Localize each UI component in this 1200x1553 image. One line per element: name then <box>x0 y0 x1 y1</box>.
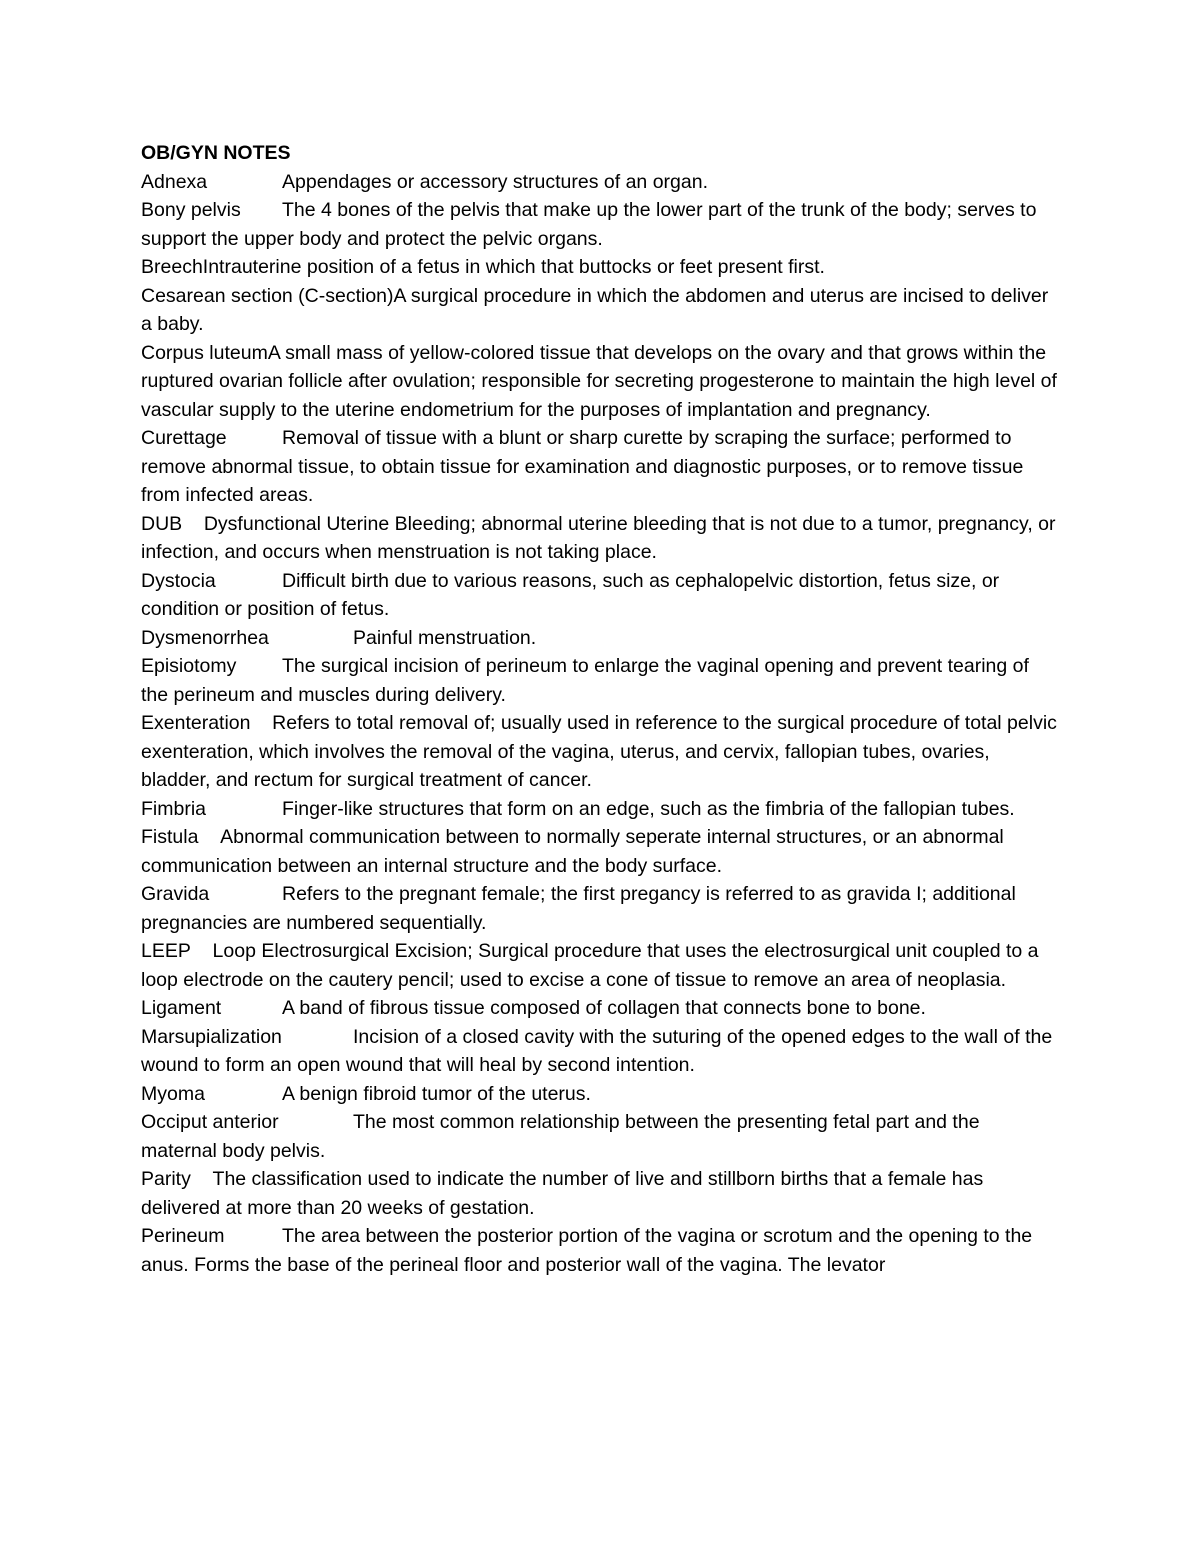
glossary-term: DUB <box>141 512 183 535</box>
glossary-term: Breech <box>141 256 203 278</box>
term-column <box>141 994 282 1023</box>
term-column <box>141 795 282 824</box>
glossary-definition: The area between the posterior portion of the vagina or scrotum and the opening to the anus. Forms the base of the perineal floor and posterior wall of the vagina. The levator <box>141 1225 1033 1276</box>
glossary-definition: Refers to the pregnant female; the first pregancy is referred to as gravida I; additional pregnancies are numbered sequentially. <box>141 883 1016 934</box>
glossary-definition: Loop Electrosurgical Excision; Surgical procedure that uses the electrosurgical unit coupled to a loop electrode on the cautery pencil; used to excise a cone of tissue to remove an area of neoplasia. <box>141 940 1039 991</box>
glossary-term: Parity <box>141 1168 191 1190</box>
glossary-term: Curettage <box>141 427 227 449</box>
glossary-term: Dystocia <box>141 569 216 592</box>
glossary-term: Fimbria <box>141 797 207 820</box>
term-separator <box>251 712 273 734</box>
glossary-definition: Appendages or accessory structures of an organ. <box>282 170 708 193</box>
glossary-entry <box>141 880 1059 937</box>
glossary-term: Cesarean section (C-section) <box>141 284 394 307</box>
glossary-entry <box>141 823 1059 880</box>
term-column <box>141 624 353 653</box>
glossary-term: Perineum <box>141 1225 225 1247</box>
glossary-definition: Painful menstruation. <box>353 626 537 649</box>
glossary-definition: Difficult birth due to various reasons, such as cephalopelvic distortion, fetus size, or condition or position of fetus. <box>141 569 1000 620</box>
glossary-entry <box>141 1023 1059 1080</box>
term-column <box>141 652 282 681</box>
glossary-term: Episiotomy <box>141 655 237 677</box>
term-separator <box>182 513 204 535</box>
term-column <box>141 567 282 596</box>
glossary-definition: Intrauterine position of a fetus in which that buttocks or feet present first. <box>202 256 825 278</box>
term-column <box>141 1023 353 1052</box>
glossary-definition: A surgical procedure in which the abdomen and uterus are incised to deliver a baby. <box>141 284 1049 335</box>
glossary-term: Marsupialization <box>141 1025 282 1048</box>
glossary-term: Exenteration <box>141 712 251 734</box>
glossary-entry <box>141 1222 1059 1279</box>
term-column <box>141 1222 282 1251</box>
glossary-definition: Refers to total removal of; usually used in reference to the surgical procedure of total pelvic exenteration, which involves the removal of the vagina, uterus, and cervix, fallopian tubes, ovaries, bladder, and rectum for surgical treatment of cancer. <box>141 712 1057 791</box>
glossary-entry <box>141 1080 1059 1109</box>
term-column <box>141 1108 353 1137</box>
glossary-entry <box>141 253 1059 282</box>
glossary-list <box>141 168 1059 1280</box>
glossary-entry <box>141 624 1059 653</box>
glossary-definition: A band of fibrous tissue composed of collagen that connects bone to bone. <box>282 997 926 1019</box>
glossary-definition: The 4 bones of the pelvis that make up the lower part of the trunk of the body; serves to support the upper body and protect the pelvic organs. <box>141 199 1037 250</box>
term-column <box>141 196 282 225</box>
glossary-definition: A benign fibroid tumor of the uterus. <box>282 1082 591 1105</box>
glossary-entry <box>141 510 1059 567</box>
glossary-definition: The surgical incision of perineum to enlarge the vaginal opening and prevent tearing of the perineum and muscles during delivery. <box>141 655 1029 706</box>
term-column <box>141 168 282 197</box>
glossary-entry <box>141 795 1059 824</box>
glossary-term: Corpus luteum <box>141 341 268 364</box>
glossary-term: Fistula <box>141 826 199 848</box>
glossary-entry <box>141 1108 1059 1165</box>
glossary-definition: Dysfunctional Uterine Bleeding; abnormal uterine bleeding that is not due to a tumor, pregnancy, or infection, and occurs when menstruation is not taking place. <box>141 512 1056 563</box>
glossary-term: LEEP <box>141 940 191 962</box>
glossary-definition: The classification used to indicate the number of live and stillborn births that a female has delivered at more than 20 weeks of gestation. <box>141 1168 984 1219</box>
glossary-term: Dysmenorrhea <box>141 626 269 649</box>
term-column <box>141 880 282 909</box>
glossary-term: Occiput anterior <box>141 1111 279 1133</box>
glossary-definition: Finger-like structures that form on an edge, such as the fimbria of the fallopian tubes. <box>282 797 1015 820</box>
term-separator <box>191 940 213 962</box>
glossary-entry <box>141 652 1059 709</box>
term-separator <box>191 1168 213 1190</box>
term-separator <box>198 826 220 848</box>
glossary-definition: A small mass of yellow-colored tissue that develops on the ovary and that grows within the ruptured ovarian follicle after ovulation; responsible for secreting progesterone to maintain the high level of vascular supply to the uterine endometrium for the purposes of implantation and pregnancy. <box>141 341 1057 421</box>
glossary-entry <box>141 1165 1059 1222</box>
glossary-entry <box>141 196 1059 253</box>
glossary-term: Gravida <box>141 883 210 905</box>
glossary-definition: The most common relationship between the presenting fetal part and the maternal body pelvis. <box>141 1111 980 1162</box>
term-column <box>141 1080 282 1109</box>
term-column <box>141 424 282 453</box>
document-title: OB/GYN NOTES <box>141 142 291 164</box>
glossary-definition: Incision of a closed cavity with the suturing of the opened edges to the wall of the wound to form an open wound that will heal by second intention. <box>141 1025 1053 1076</box>
glossary-entry <box>141 424 1059 510</box>
glossary-entry <box>141 567 1059 624</box>
glossary-entry <box>141 168 1059 197</box>
glossary-term: Ligament <box>141 997 222 1019</box>
glossary-definition: Abnormal communication between to normally seperate internal structures, or an abnormal communication between an internal structure and the body surface. <box>141 826 1004 877</box>
glossary-entry <box>141 339 1059 425</box>
glossary-definition: Removal of tissue with a blunt or sharp curette by scraping the surface; performed to remove abnormal tissue, to obtain tissue for examination and diagnostic purposes, or to remove tissue from infected areas. <box>141 427 1024 506</box>
glossary-entry <box>141 994 1059 1023</box>
glossary-term: Adnexa <box>141 170 208 193</box>
document-content <box>141 139 1059 1279</box>
glossary-term: Bony pelvis <box>141 199 241 221</box>
glossary-entry <box>141 937 1059 994</box>
glossary-entry <box>141 709 1059 795</box>
glossary-term: Myoma <box>141 1082 205 1105</box>
glossary-entry <box>141 282 1059 339</box>
